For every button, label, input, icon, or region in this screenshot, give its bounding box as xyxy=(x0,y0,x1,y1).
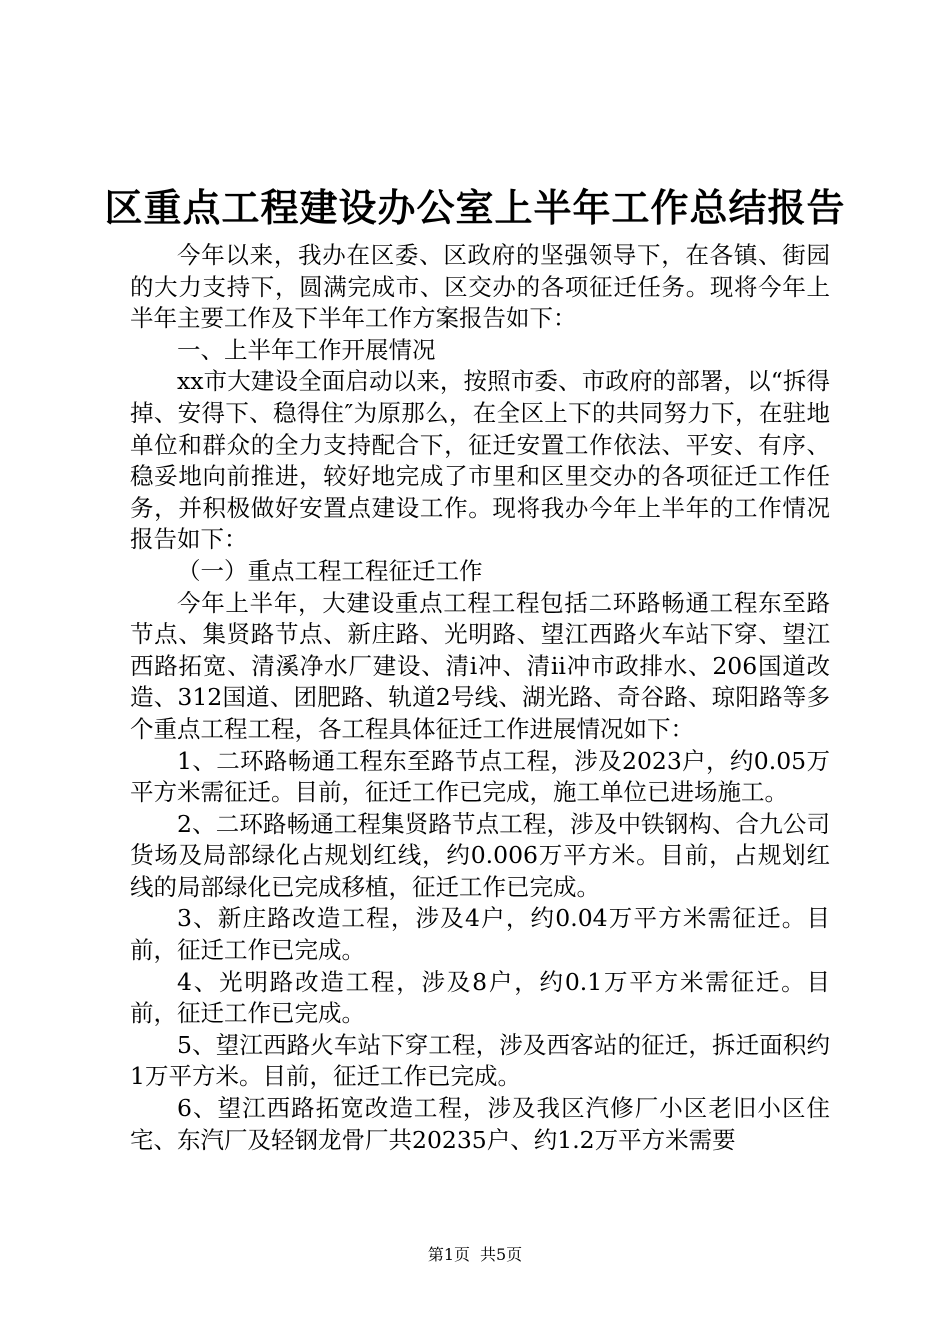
project-item: 4、光明路改造工程，涉及8户，约0.1万平方米需征迁。目前，征迁工作已完成。 xyxy=(130,967,830,1028)
project-item: 2、二环路畅通工程集贤路节点工程，涉及中铁钢构、合九公司货场及局部绿化占规划红线，约0.006万平方米。目前，占规划红线的局部绿化已完成移植，征迁工作已完成。 xyxy=(130,809,830,901)
project-item: 3、新庄路改造工程，涉及4户，约0.04万平方米需征迁。目前，征迁工作已完成。 xyxy=(130,904,830,965)
project-item: 5、望江西路火车站下穿工程，涉及西客站的征迁，拆迁面积约1万平方米。目前，征迁工作已完成。 xyxy=(130,1030,830,1091)
overview-paragraph: xx市大建设全面启动以来，按照市委、市政府的部署，以“拆得掉、安得下、稳得住″为原那么，在全区上下的共同努力下，在驻地单位和群众的全力支持配合下，征迁安置工作依法、平安、有序、稳妥地向前推进，较好地完成了市里和区里交办的各项征迁工作任务，并积极做好安置点建设工作。现将我办今年上半年的工作情况报告如下： xyxy=(130,367,830,554)
page-footer xyxy=(0,1244,950,1266)
project-item: 6、望江西路拓宽改造工程，涉及我区汽修厂小区老旧小区住宅、东汽厂及轻钢龙骨厂共20235户、约1.2万平方米需要 xyxy=(130,1094,830,1154)
section-heading: 一、上半年工作开展情况 xyxy=(177,335,436,364)
project-item: 1、二环路畅通工程东至路节点工程，涉及2023户，约0.05万平方米需征迁。目前，征迁工作已完成，施工单位已进场施工。 xyxy=(130,746,830,807)
document-body xyxy=(130,240,830,1156)
page-total: 共5页 xyxy=(480,1245,523,1264)
page-number: 第1页 xyxy=(427,1245,470,1264)
subsection-heading: （一）重点工程工程征迁工作 xyxy=(177,556,483,585)
document-title: 区重点工程建设办公室上半年工作总结报告 xyxy=(104,185,846,230)
projects-paragraph: 今年上半年，大建设重点工程工程包括二环路畅通工程东至路节点、集贤路节点、新庄路、光明路、望江西路火车站下穿、望江西路拓宽、清溪净水厂建设、清ⅰ冲、清ⅱ冲市政排水、206国道改造、312国道、团肥路、轨道2号线、湖光路、奇谷路、琼阳路等多个重点工程工程，各工程具体征迁工作进展情况如下： xyxy=(130,588,830,743)
intro-paragraph: 今年以来，我办在区委、区政府的坚强领导下，在各镇、街园的大力支持下，圆满完成市、区交办的各项征迁任务。现将今年上半年主要工作及下半年工作方案报告如下： xyxy=(130,241,830,333)
